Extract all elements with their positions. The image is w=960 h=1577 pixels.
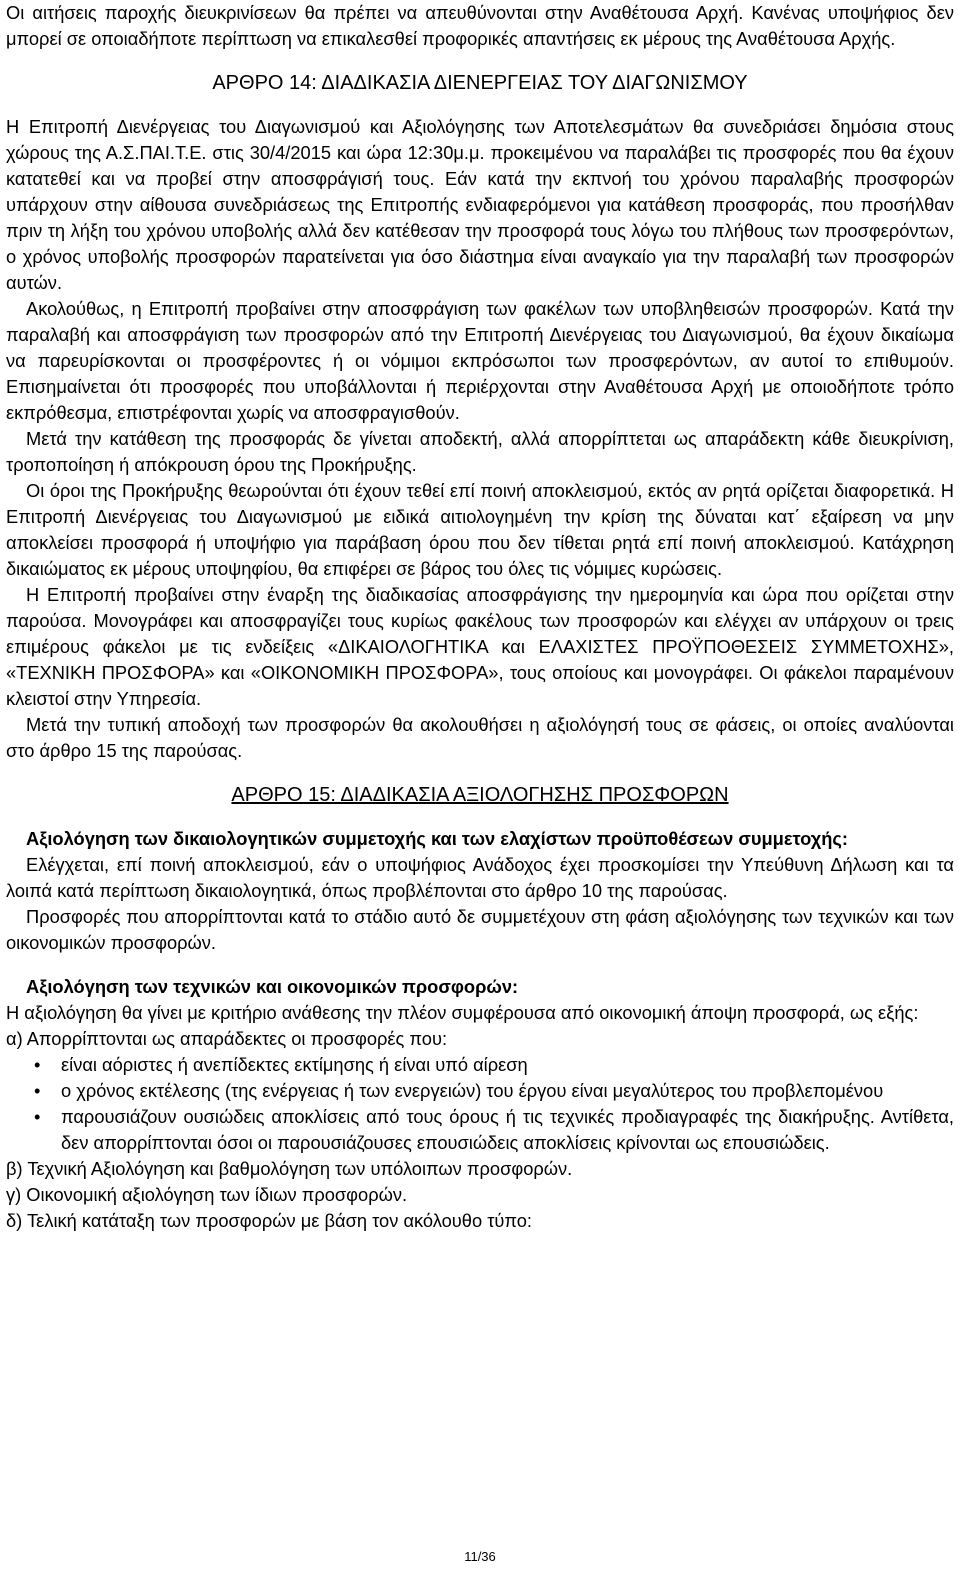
article-14-paragraph-2: Ακολούθως, η Επιτροπή προβαίνει στην αποσφράγιση των φακέλων των υποβληθεισών προσφορών. Κατά την παραλαβή και αποσφράγιση των προσφορών από την Επιτροπή Διενέργειας του Διαγωνισμού, θα έχουν δικαίωμα να παρευρίσκονται οι προσφέροντες ή οι νόμιμοι εκπρόσωποι των προσφερόντων, αν αυτοί το επιθυμούν. Επισημαίνεται ότι προσφορές που υποβάλλονται ή περιέρχονται στην Αναθέτουσα Αρχή με οποιοδήποτε τρόπο εκπρόθεσμα, επιστρέφονται χωρίς να αποσφραγισθούν. (6, 298, 954, 423)
list-item-text: παρουσιάζουν ουσιώδεις αποκλίσεις από τους όρους ή τις τεχνικές προδιαγραφές της διακήρυξης. Αντίθετα, δεν απορρίπτονται όσοι οι παρουσιάζουσες επουσιώδεις αποκλίσεις κρίνονται ως επουσιώδεις. (61, 1106, 954, 1153)
spacer (6, 96, 954, 114)
spacer (6, 764, 954, 782)
spacer (6, 808, 954, 826)
article-15-paragraph-3: Η αξιολόγηση θα γίνει με κριτήριο ανάθεσης την πλέον συμφέρουσα από οικονομική άποψη προσφορά, ως εξής: (6, 1002, 919, 1023)
article-15-paragraph-2: Προσφορές που απορρίπτονται κατά το στάδιο αυτό δε συμμετέχουν στη φάση αξιολόγησης των τεχνικών και των οικονομικών προσφορών. (6, 906, 954, 953)
intro-paragraph: Οι αιτήσεις παροχής διευκρινίσεων θα πρέπει να απευθύνονται στην Αναθέτουσα Αρχή. Κανένας υποψήφιος δεν μπορεί σε οποιαδήποτε περίπτωση να επικαλεσθεί προφορικές απαντήσεις εκ μέρους της Αναθέτουσα Αρχής. (6, 2, 954, 49)
article-14-paragraph-4: Οι όροι της Προκήρυξης θεωρούνται ότι έχουν τεθεί επί ποινή αποκλεισμού, εκτός αν ρητά ορίζεται διαφορετικά. Η Επιτροπή Διενέργειας του Διαγωνισμού με ειδικά αιτιολογημένη την κρίση της δύναται κατ΄ εξαίρεση να μην αποκλείσει προσφορά ή υποψήφιο για παράβαση όρου που δεν τίθεται ρητά επί ποινή αποκλεισμού. Κατάχρηση δικαιώματος εκ μέρους υποψηφίου, θα επιφέρει σε βάρος του όλες τις νόμιμες κυρώσεις. (6, 480, 954, 579)
item-b: β) Τεχνική Αξιολόγηση και βαθμολόγηση των υπόλοιπων προσφορών. (6, 1158, 573, 1179)
item-a: α) Απορρίπτονται ως απαράδεκτες οι προσφορές που: (6, 1028, 448, 1049)
subheading-technical-financial: Αξιολόγηση των τεχνικών και οικονομικών προσφορών: (26, 976, 519, 997)
list-item-text: ο χρόνος εκτέλεσης (της ενέργειας ή των ενεργειών) του έργου είναι μεγαλύτερος του προβλεπομένου (61, 1080, 884, 1101)
bullet-icon: • (34, 1106, 41, 1127)
article-14-paragraph-5: Η Επιτροπή προβαίνει στην έναρξη της διαδικασίας αποσφράγισης την ημερομηνία και ώρα που ορίζεται στην παρούσα. Μονογράφει και αποσφραγίζει τους κυρίως φακέλους των προσφορών και ελέγχει αν υπάρχουν οι τρεις επιμέρους φάκελοι με τις ενδείξεις «ΔΙΚΑΙΟΛΟΓΗΤΙΚΑ και ΕΛΑΧΙΣΤΕΣ ΠΡΟΫΠΟΘΕΣΕΙΣ ΣΥΜΜΕΤΟΧΗΣ», «ΤΕΧΝΙΚΗ ΠΡΟΣΦΟΡΑ» και «ΟΙΚΟΝΟΜΙΚΗ ΠΡΟΣΦΟΡΑ», τους οποίους και μονογράφει. Οι φάκελοι παραμένουν κλειστοί στην Υπηρεσία. (6, 584, 954, 709)
article-14-paragraph-1: Η Επιτροπή Διενέργειας του Διαγωνισμού και Αξιολόγησης των Αποτελεσμάτων θα συνεδριάσει δημόσια στους χώρους της Α.Σ.ΠΑΙ.Τ.Ε. στις 30/4/2015 και ώρα 12:30μ.μ. προκειμένου να παραλάβει τις προσφορές που θα έχουν κατατεθεί και να προβεί στην αποσφράγισή τους. Εάν κατά την εκπνοή του χρόνου παραλαβής προσφορών υπάρχουν στην αίθουσα συνεδριάσεως της Επιτροπής ενδιαφερόμενοι για κατάθεση προσφοράς, που προσήλθαν πριν τη λήξη του χρόνου υποβολής αλλά δεν κατέθεσαν την προσφορά τους λόγω του πλήθους των προσφερόντων, ο χρόνος υποβολής προσφορών παρατείνεται για όσο διάστημα είναι αναγκαίο για την παραλαβή των προσφορών αυτών. (6, 116, 954, 293)
list-item-text: είναι αόριστες ή ανεπίδεκτες εκτίμησης ή είναι υπό αίρεση (61, 1054, 528, 1075)
subheading-eligibility: Αξιολόγηση των δικαιολογητικών συμμετοχής και των ελαχίστων προϋποθέσεων συμμετοχής: (26, 828, 848, 849)
item-c: γ) Οικονομική αξιολόγηση των ίδιων προσφορών. (6, 1184, 408, 1205)
spacer (6, 52, 954, 70)
article-15-paragraph-1: Ελέγχεται, επί ποινή αποκλεισμού, εάν ο υποψήφιος Ανάδοχος έχει προσκομίσει την Υπεύθυνη Δήλωση και τα λοιπά κατά περίπτωση δικαιολογητικά, όπως προβλέπονται στο άρθρο 10 της παρούσας. (6, 854, 954, 901)
document-page (6, 0, 954, 1234)
article-14-title: ΑΡΘΡΟ 14: ΔΙΑΔΙΚΑΣΙΑ ΔΙΕΝΕΡΓΕΙΑΣ ΤΟΥ ΔΙΑΓΩΝΙΣΜΟΥ (212, 72, 748, 94)
list-item (6, 1104, 954, 1156)
spacer (6, 956, 954, 974)
article-14-paragraph-3: Μετά την κατάθεση της προσφοράς δε γίνεται αποδεκτή, αλλά απορρίπτεται ως απαράδεκτη κάθε διευκρίνιση, τροποποίηση ή απόκρουση όρου της Προκήρυξης. (6, 428, 954, 475)
article-14-paragraph-6: Μετά την τυπική αποδοχή των προσφορών θα ακολουθήσει η αξιολόγησή τους σε φάσεις, οι οποίες αναλύονται στο άρθρο 15 της παρούσας. (6, 714, 954, 761)
list-item (6, 1052, 954, 1078)
list-item (6, 1078, 954, 1104)
article-15-title: ΑΡΘΡΟ 15: ΔΙΑΔΙΚΑΣΙΑ ΑΞΙΟΛΟΓΗΣΗΣ ΠΡΟΣΦΟΡΩΝ (231, 784, 729, 806)
rejection-list (6, 1052, 954, 1156)
bullet-icon: • (34, 1080, 41, 1101)
page-number: 11/36 (464, 1549, 496, 1564)
item-d: δ) Τελική κατάταξη των προσφορών με βάση τον ακόλουθο τύπο: (6, 1210, 533, 1231)
bullet-icon: • (34, 1054, 41, 1075)
